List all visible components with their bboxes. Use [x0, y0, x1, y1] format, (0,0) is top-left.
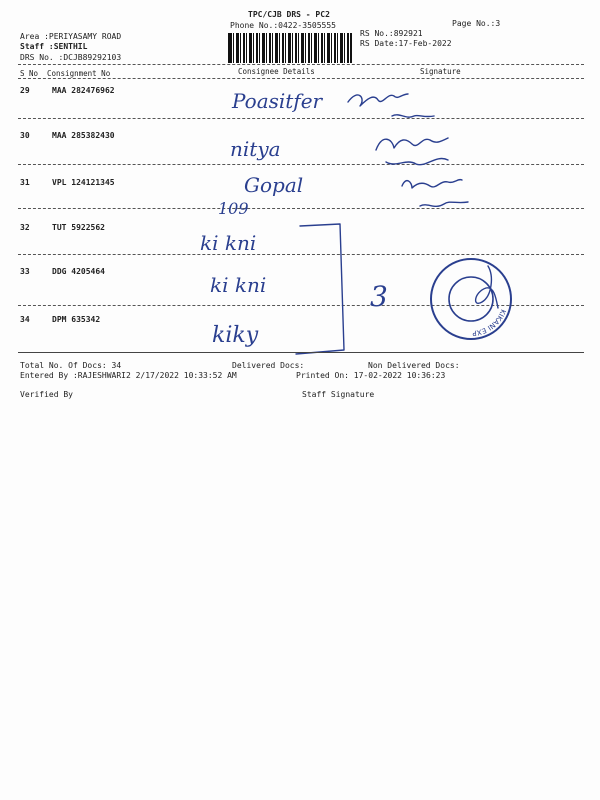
svg-text:KIKANI EXP: KIKANI EXP [471, 308, 508, 338]
rs-number: RS No.:892921 [360, 29, 423, 38]
row-consignment: MAA 282476962 [52, 86, 115, 95]
printed-on: Printed On: 17-02-2022 10:36:23 [296, 371, 446, 380]
row-sno: 31 [20, 178, 30, 187]
row-sno: 34 [20, 315, 30, 324]
hw-consignee: kiky [212, 323, 259, 348]
hw-consignee: ki kni [210, 273, 267, 297]
row-consignment: TUT 5922562 [52, 223, 105, 232]
stamp-seal [428, 256, 514, 342]
area-field: Area :PERIYASAMY ROAD [20, 32, 122, 41]
row-sno: 30 [20, 131, 30, 140]
hw-consignee: Gopal [244, 173, 304, 197]
entered-by: Entered By :RAJESHWARI2 2/17/2022 10:33:52 AM [20, 371, 237, 380]
signature-mark [376, 138, 448, 165]
hw-bracket [296, 224, 344, 354]
verified-by: Verified By [20, 390, 73, 399]
phone-number: Phone No.:0422-3505555 [230, 21, 336, 30]
hw-note: 109 [218, 199, 249, 218]
document-title: TPC/CJB DRS - PC2 [248, 10, 330, 19]
row-consignment: DDG 4205464 [52, 267, 105, 276]
col-consignee: Consignee Details [238, 67, 315, 76]
hw-note: 3 [370, 280, 388, 313]
row-sno: 29 [20, 86, 30, 95]
row-consignment: DPM 635342 [52, 315, 101, 324]
delivered-docs: Delivered Docs: [232, 361, 305, 370]
row-consignment: VPL 124121345 [52, 178, 115, 187]
staff-field: Staff :SENTHIL [20, 42, 88, 51]
hw-consignee: ki kni [200, 231, 257, 255]
staff-signature-label: Staff Signature [302, 390, 375, 399]
footer-divider [18, 352, 584, 353]
total-docs: Total No. Of Docs: 34 [20, 361, 122, 370]
hw-consignee: Poasitfer [232, 89, 323, 113]
drs-number: DRS No. :DCJB89292103 [20, 53, 122, 62]
signature-mark [348, 94, 434, 117]
page-number: Page No.:3 [452, 19, 501, 28]
row-sno: 32 [20, 223, 30, 232]
row-consignment: MAA 285382430 [52, 131, 115, 140]
non-delivered-docs: Non Delivered Docs: [368, 361, 460, 370]
hw-consignee: nitya [230, 137, 281, 161]
rs-date: RS Date:17-Feb-2022 [360, 39, 452, 48]
row-sno: 33 [20, 267, 30, 276]
signature-mark [402, 180, 468, 207]
col-sno: S No [20, 69, 39, 78]
col-consignment: Consignment No [47, 69, 111, 78]
col-signature: Signature [420, 67, 461, 76]
